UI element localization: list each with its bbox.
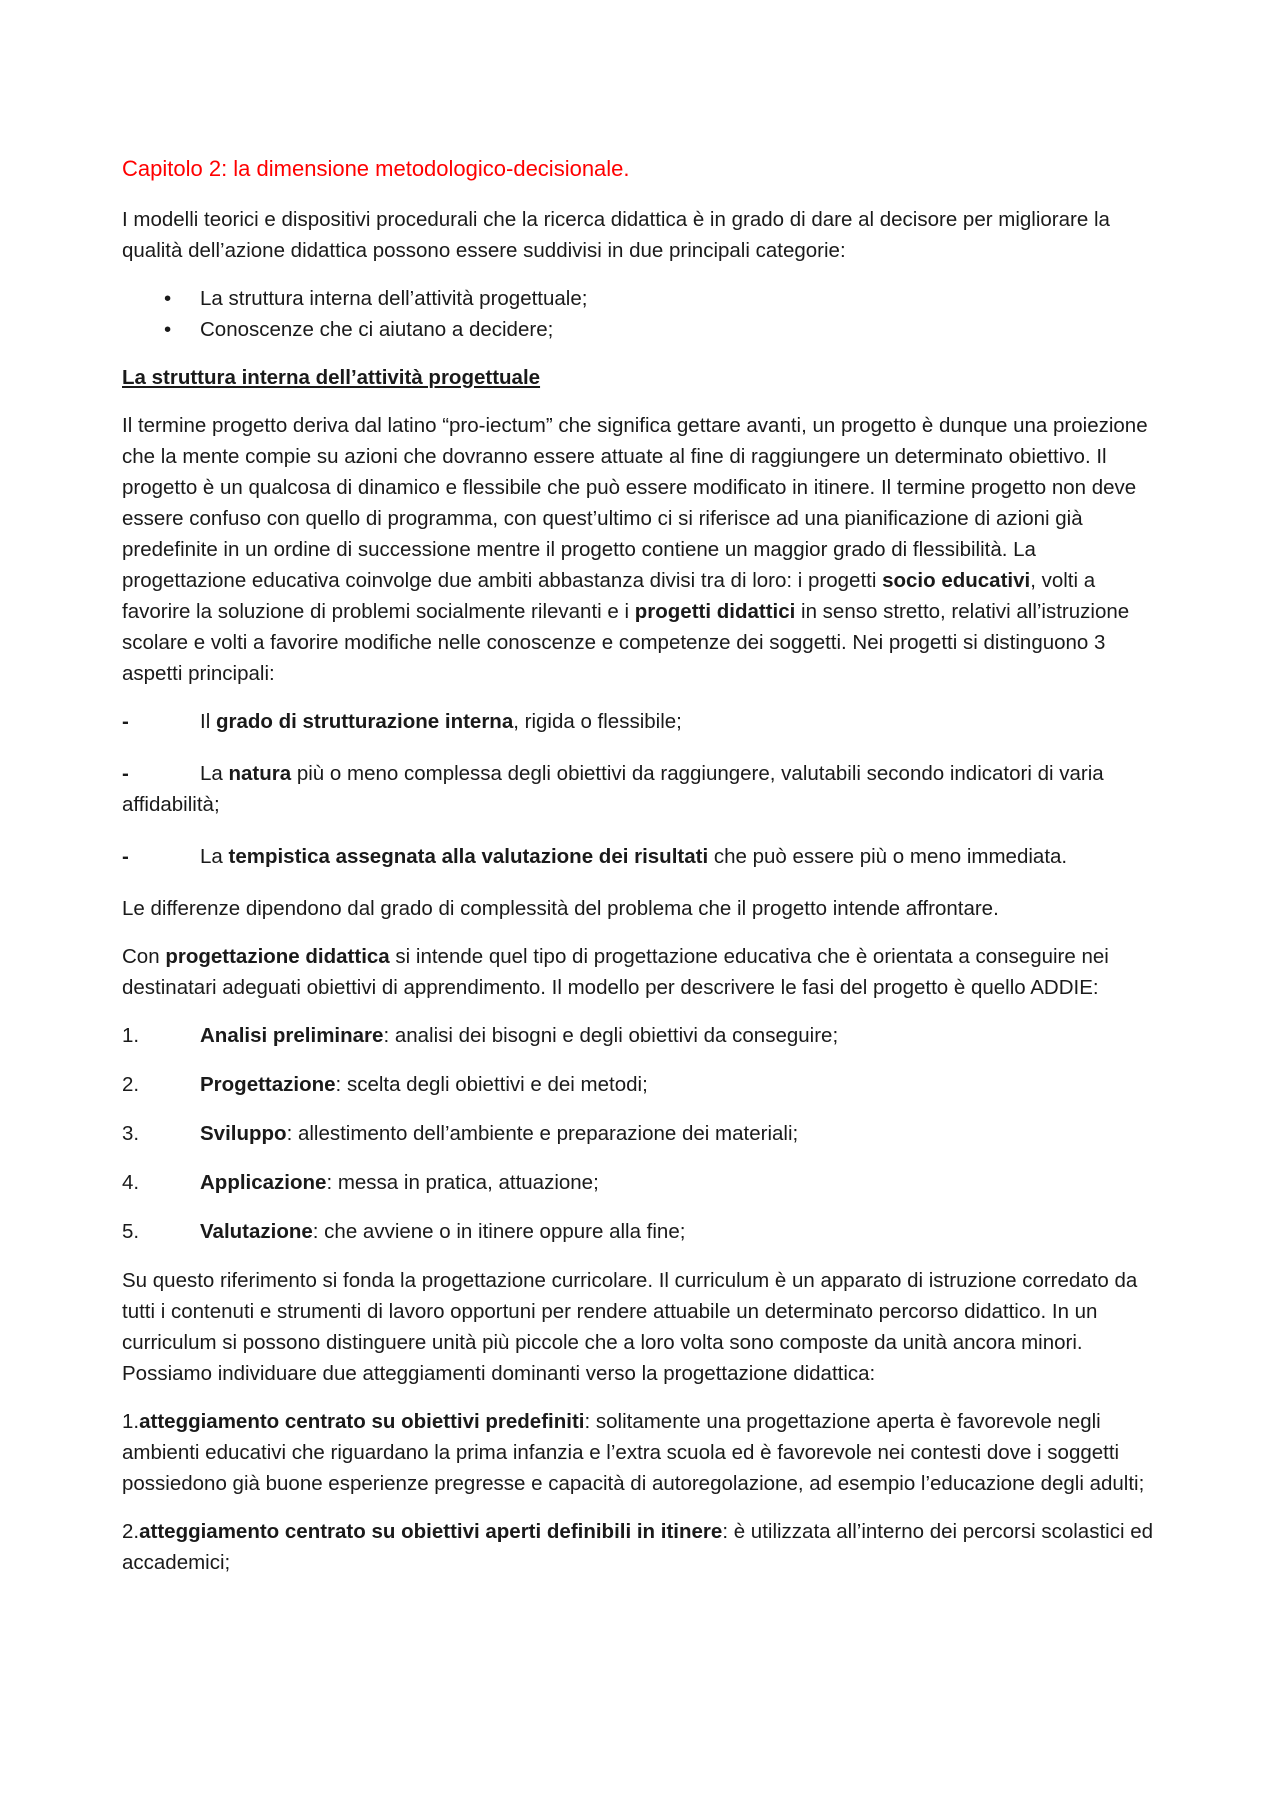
section-heading: La struttura interna dell’attività progettuale — [122, 366, 541, 389]
differences-paragraph: Le differenze dipendono dal grado di complessità del problema che il progetto intende affrontare. — [122, 897, 999, 920]
bullet-icon: • — [164, 318, 172, 341]
design-paragraph: Con progettazione didattica si intende quel tipo di progettazione educativa che è orientata a conseguire nei destinatari adeguati obiettivi di apprendimento. Il modello per descrivere le fasi del progetto è quello ADDIE: — [122, 945, 1109, 999]
dash-icon: - — [122, 845, 129, 868]
dash-icon: - — [122, 762, 129, 785]
bullet-icon: • — [164, 287, 172, 310]
phase-item: 3. Sviluppo: allestimento dell’ambiente e preparazione dei materiali; — [122, 1122, 799, 1145]
list-item: • Conoscenze che ci aiutano a decidere; — [122, 314, 1162, 345]
project-paragraph: Il termine progetto deriva dal latino “pro-iectum” che significa gettare avanti, un progetto è dunque una proiezione che la mente compie su azioni che dovranno essere attuate al fine di raggiungere un determinato obiettivo. Il progetto è un qualcosa di dinamico e flessibile che può essere modificato in itinere. Il termine progetto non deve essere confuso con quello di programma, con quest’ultimo ci si riferisce ad una pianificazione di azioni già predefinite in un ordine di successione mentre il progetto contiene un maggior grado di flessibilità. La progettazione educativa coinvolge due ambiti abbastanza divisi tra di loro: i progetti socio educativi, volti a favorire la soluzione di problemi socialmente rilevanti e i progetti didattici in senso stretto, relativi all’istruzione scolare e volti a favorire modifiche nelle conoscenze e competenze dei soggetti. Nei progetti si distinguono 3 aspetti principali: — [122, 414, 1148, 685]
aspect-item: - Il grado di strutturazione interna, rigida o flessibile; — [122, 706, 1162, 737]
attitude-item: 1.atteggiamento centrato su obiettivi predefiniti: solitamente una progettazione aperta è favorevole negli ambienti educativi che riguardano la prima infanzia e l’extra scuola ed è favorevole nei contesti dove i soggetti possiedono già buone esperienze pregresse e capacità di autoregolazione, ad esempio l’educazione degli adulti; — [122, 1410, 1145, 1495]
chapter-title: Capitolo 2: la dimensione metodologico-decisionale. — [122, 156, 630, 181]
phase-item: 1. Analisi preliminare: analisi dei bisogni e degli obiettivi da conseguire; — [122, 1024, 839, 1047]
bullet-list — [122, 283, 1162, 345]
phase-item: 5. Valutazione: che avviene o in itinere oppure alla fine; — [122, 1220, 686, 1243]
dash-icon: - — [122, 710, 129, 733]
list-item: • La struttura interna dell’attività progettuale; — [122, 283, 1162, 314]
intro-paragraph: I modelli teorici e dispositivi procedurali che la ricerca didattica è in grado di dare al decisore per migliorare la qualità dell’azione didattica possono essere suddivisi in due principali categorie: — [122, 208, 1110, 262]
attitude-item: 2.atteggiamento centrato su obiettivi aperti definibili in itinere: è utilizzata all’interno dei percorsi scolastici ed accademici; — [122, 1520, 1154, 1574]
aspect-item: - La natura più o meno complessa degli obiettivi da raggiungere, valutabili secondo indicatori di varia affidabilità; — [122, 758, 1162, 820]
curriculum-paragraph: Su questo riferimento si fonda la progettazione curricolare. Il curriculum è un apparato di istruzione corredato da tutti i contenuti e strumenti di lavoro opportuni per rendere attuabile un determinato percorso didattico. In un curriculum si possono distinguere unità più piccole che a loro volta sono composte da unità ancora minori. Possiamo individuare due atteggiamenti dominanti verso la progettazione didattica: — [122, 1269, 1138, 1385]
aspect-item: - La tempistica assegnata alla valutazione dei risultati che può essere più o meno immediata. — [122, 841, 1162, 872]
phase-item: 2. Progettazione: scelta degli obiettivi e dei metodi; — [122, 1073, 648, 1096]
phase-item: 4. Applicazione: messa in pratica, attuazione; — [122, 1171, 599, 1194]
